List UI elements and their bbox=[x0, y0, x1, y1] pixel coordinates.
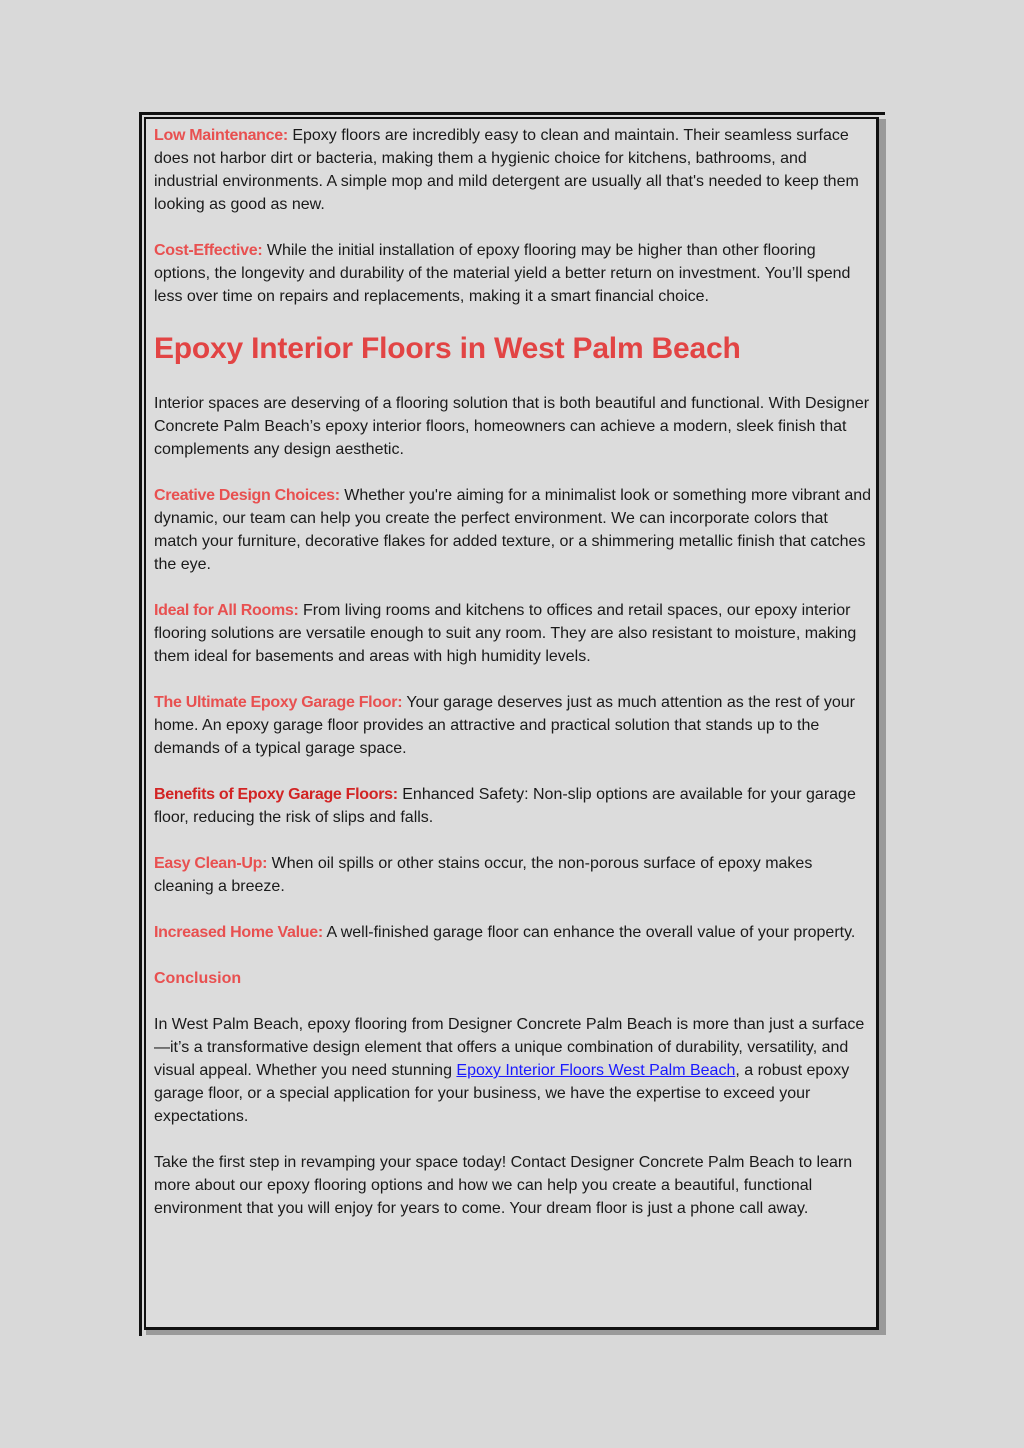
section-heading: Epoxy Interior Floors in West Palm Beach bbox=[154, 332, 741, 365]
label-ideal-rooms: Ideal for All Rooms: bbox=[154, 602, 299, 619]
conclusion-text-before: In West Palm Beach, epoxy flooring from Designer Concrete Palm Beach is more than just a surface—it’s a transformative design element that offers a unique combination of durability, versatility, and visual appeal. Whether you need stunning bbox=[154, 1016, 865, 1079]
paragraph-creative-design bbox=[154, 484, 872, 576]
label-low-maintenance: Low Maintenance: bbox=[154, 127, 288, 144]
paragraph-easy-cleanup bbox=[154, 852, 872, 898]
paragraph-ideal-rooms bbox=[154, 599, 872, 668]
text-low-maintenance: Epoxy floors are incredibly easy to clean and maintain. Their seamless surface does not harbor dirt or bacteria, making them a hygienic choice for kitchens, bathrooms, and industrial environments. A simple mop and mild detergent are usually all that's needed to keep them looking as good as new. bbox=[154, 127, 859, 213]
text-home-value: A well-finished garage floor can enhance the overall value of your property. bbox=[322, 924, 856, 941]
label-creative-design: Creative Design Choices: bbox=[154, 487, 340, 504]
label-home-value: Increased Home Value: bbox=[154, 924, 323, 941]
conclusion-title: Conclusion bbox=[154, 970, 242, 987]
text-garage-floor: Your garage deserves just as much attention as the rest of your home. An epoxy garage floor provides an attractive and practical solution that stands up to the demands of a typical garage space. bbox=[154, 694, 855, 757]
paragraph-low-maintenance bbox=[154, 124, 872, 216]
paragraph-garage-floor bbox=[154, 691, 872, 760]
paragraph-cost-effective bbox=[154, 239, 872, 308]
label-garage-floor: The Ultimate Epoxy Garage Floor: bbox=[154, 694, 403, 711]
text-creative-design: Whether you're aiming for a minimalist look or something more vibrant and dynamic, our team can help you create the perfect environment. We can incorporate colors that match your furniture, decorative flakes for added texture, or a shimmering metallic finish that catches the eye. bbox=[154, 487, 872, 573]
text-easy-cleanup: When oil spills or other stains occur, the non-porous surface of epoxy makes cleaning a breeze. bbox=[154, 855, 813, 895]
label-cost-effective: Cost-Effective: bbox=[154, 242, 263, 259]
paragraph-garage-benefits bbox=[154, 783, 872, 829]
text-ideal-rooms: From living rooms and kitchens to offices and retail spaces, our epoxy interior flooring solutions are versatile enough to suit any room. They are also resistant to moisture, making them ideal for basements and areas with high humidity levels. bbox=[154, 602, 857, 665]
paragraph-intro: Interior spaces are deserving of a flooring solution that is both beautiful and functional. With Designer Concrete Palm Beach’s epoxy interior floors, homeowners can achieve a modern, sleek finish that complements any design aesthetic. bbox=[154, 395, 870, 458]
conclusion-text-after: , a robust epoxy garage floor, or a special application for your business, we have the expertise to exceed your expectations. bbox=[154, 1062, 850, 1125]
paragraph-closing: Take the first step in revamping your space today! Contact Designer Concrete Palm Beach to learn more about our epoxy flooring options and how we can help you create a beautiful, functional environment that you will enjoy for years to come. Your dream floor is just a phone call away. bbox=[154, 1154, 853, 1217]
text-cost-effective: While the initial installation of epoxy flooring may be higher than other flooring options, the longevity and durability of the material yield a better return on investment. You’ll spend less over time on repairs and replacements, making it a smart financial choice. bbox=[154, 242, 851, 305]
document-content bbox=[154, 124, 872, 1243]
label-garage-benefits: Benefits of Epoxy Garage Floors: bbox=[154, 786, 398, 803]
paragraph-home-value bbox=[154, 921, 872, 944]
label-easy-cleanup: Easy Clean-Up: bbox=[154, 855, 268, 872]
epoxy-interior-floors-link[interactable]: Epoxy Interior Floors West Palm Beach bbox=[456, 1062, 736, 1079]
text-garage-benefits: Enhanced Safety: Non-slip options are available for your garage floor, reducing the risk of slips and falls. bbox=[154, 786, 856, 826]
paragraph-conclusion bbox=[154, 1013, 872, 1128]
